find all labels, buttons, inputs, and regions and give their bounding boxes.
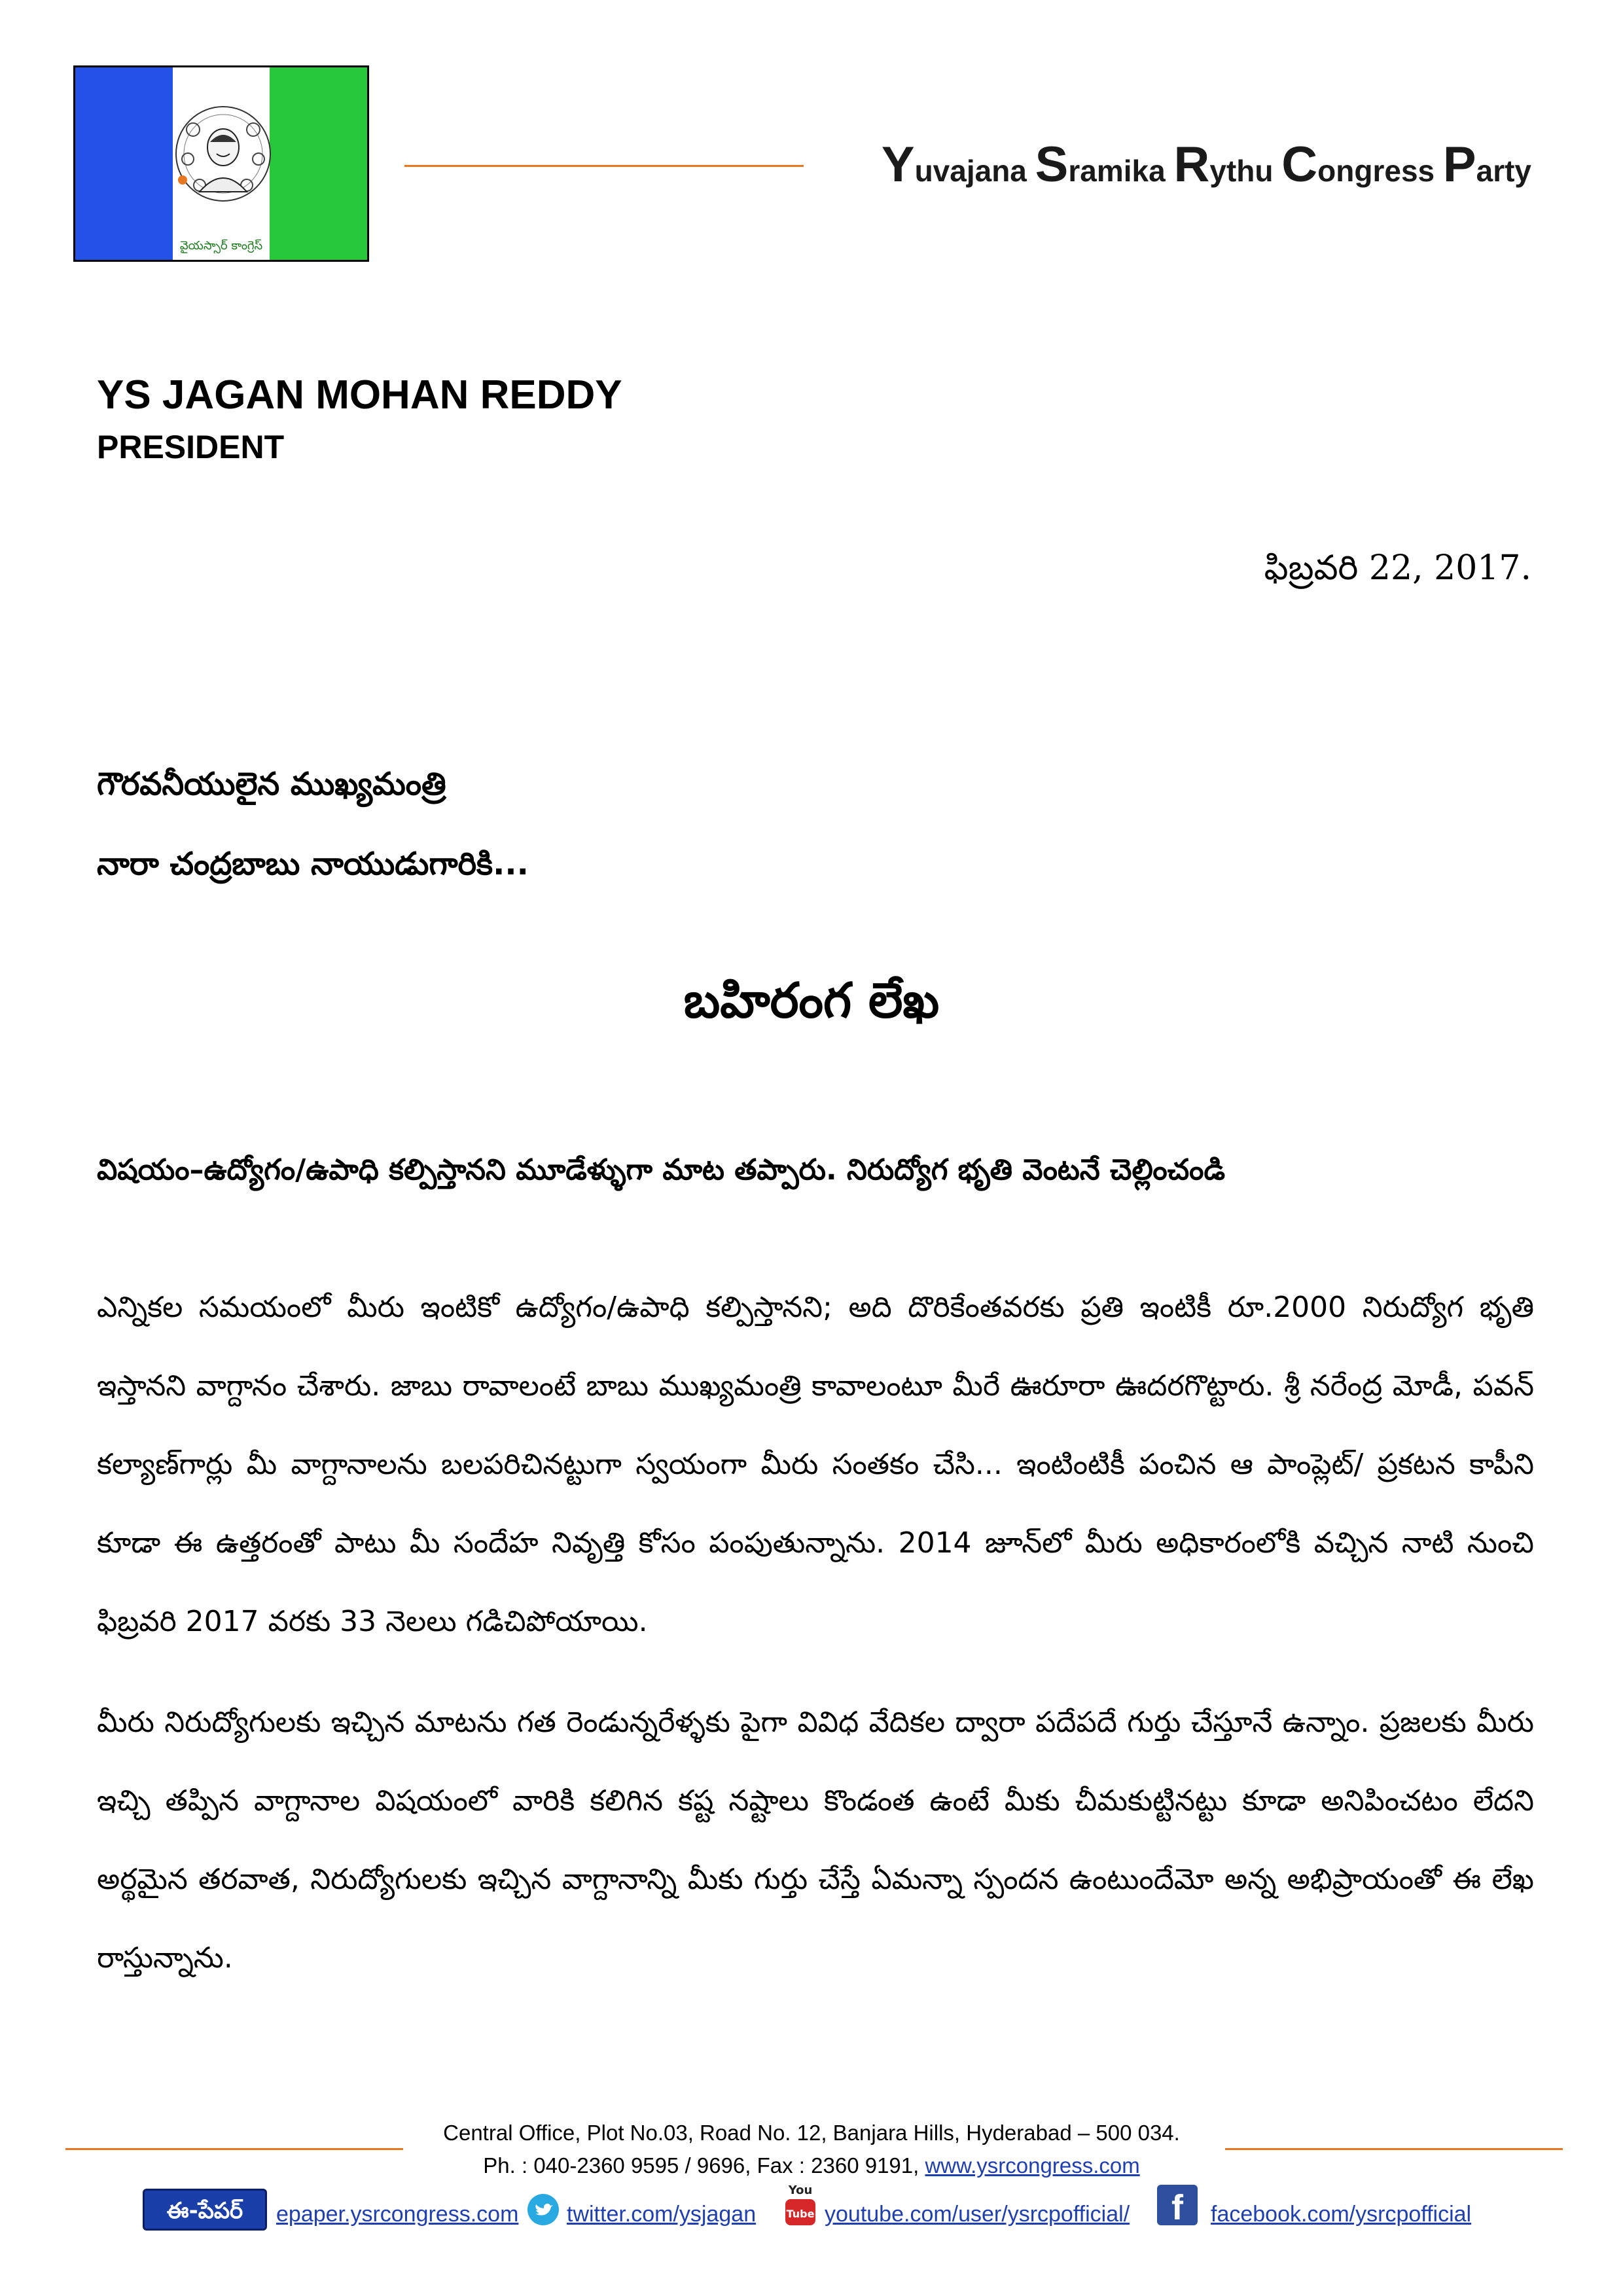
- letter-date: ఫిబ్రవరి 22, 2017.: [1264, 548, 1531, 588]
- epaper-link[interactable]: epaper.ysrcongress.com: [276, 2202, 519, 2227]
- party-word-s: ramika: [1068, 154, 1174, 188]
- party-initial-p: P: [1442, 137, 1476, 192]
- party-word-y: uvajana: [914, 154, 1035, 188]
- party-initial-y: Y: [881, 137, 915, 192]
- letter-title: బహిరంగ లేఖ: [683, 973, 940, 1029]
- logo-script-text: వైయస్సార్ కాంగ్రెస్: [179, 239, 263, 253]
- party-word-c: ongress: [1317, 154, 1443, 188]
- letter-subject: విషయం–ఉద్యోగం/ఉపాధి కల్పిస్తానని మూడేళ్ళుగా మాట తప్పారు. నిరుద్యోగ భృతి వెంటనే చెల్లించండి: [97, 1153, 1226, 1187]
- emblem-portrait-icon: [173, 94, 273, 234]
- party-word-p: arty: [1476, 154, 1531, 188]
- addressee-line-1: గౌరవనీయులైన ముఖ్యమంత్రి: [97, 766, 446, 802]
- party-initial-r: R: [1173, 137, 1210, 192]
- footer-rule-right: [1225, 2148, 1563, 2150]
- addressee-line-2: నారా చంద్రబాబు నాయుడుగారికి...: [97, 846, 529, 882]
- footer-social-links: [0, 2179, 1623, 2251]
- body-paragraph-2: మీరు నిరుద్యోగులకు ఇచ్చిన మాటను గత రెండున్నరేళ్ళకు పైగా వివిధ వేదికల ద్వారా పదేపదే గుర్తు చేస్తూనే ఉన్నాం. ప్రజలకు మీరు ఇచ్చి తప్పిన వాగ్దానాల విషయంలో వారికి కలిగిన కష్ట నష్టాలు కొండంత ఉంటే మీకు చీమకుట్టినట్టు కూడా అనిపించటం లేదని అర్థమైన తరవాత, నిరుద్యోగులకు ఇచ్చిన వాగ్దానాన్ని మీకు గుర్తు చేస్తే ఏమన్నా స్పందన ఉంటుందేమో అన్న అభిప్రాయంతో ఈ లేఖ రాస్తున్నాను.: [97, 1706, 1534, 1975]
- epaper-badge-icon[interactable]: ఈ-పేపర్: [143, 2189, 267, 2231]
- party-flag-logo: [73, 65, 369, 262]
- facebook-link[interactable]: facebook.com/ysrcpofficial: [1211, 2202, 1472, 2227]
- party-word-r: ythu: [1209, 154, 1282, 188]
- body-paragraph-1: ఎన్నికల సమయంలో మీరు ఇంటికో ఉద్యోగం/ఉపాధి కల్పిస్తానని; అది దొరికేంతవరకు ప్రతి ఇంటికీ రూ.2000 నిరుద్యోగ భృతి ఇస్తానని వాగ్దానం చేశారు. జాబు రావాలంటే బాబు ముఖ్యమంత్రి కావాలంటూ మీరే ఊరూరా ఊదరగొట్టారు. శ్రీ నరేంద్ర మోడీ, పవన్ కల్యాణ్‌గార్లు మీ వాగ్దానాలను బలపరిచినట్టుగా స్వయంగా మీరు సంతకం చేసి... ఇంటింటికీ పంచిన ఆ పాంప్లెట్/ ప్రకటన కాపీని కూడా ఈ ఉత్తరంతో పాటు మీ సందేహ నివృత్తి కోసం పంపుతున్నాను. 2014 జూన్‌లో మీరు అధికారంలోకి వచ్చిన నాటి నుంచి ఫిబ్రవరి 2017 వరకు 33 నెలలు గడిచిపోయాయి.: [97, 1291, 1534, 1638]
- twitter-bird-icon[interactable]: [527, 2194, 559, 2225]
- flag-green-stripe: [270, 67, 367, 260]
- party-initial-c: C: [1281, 137, 1318, 192]
- website-link[interactable]: www.ysrcongress.com: [925, 2153, 1140, 2178]
- footer-rule-left: [65, 2148, 403, 2150]
- office-address: Central Office, Plot No.03, Road No. 12, Banjara Hills, Hyderabad – 500 034.: [443, 2121, 1180, 2145]
- contact-line: [0, 2153, 1623, 2178]
- sender-title: PRESIDENT: [97, 429, 285, 465]
- youtube-link[interactable]: youtube.com/user/ysrcpofficial/: [825, 2202, 1130, 2227]
- party-initial-s: S: [1035, 137, 1069, 192]
- phone-fax-text: Ph. : 040-2360 9595 / 9696, Fax : 2360 9191,: [483, 2153, 925, 2178]
- sender-name: YS JAGAN MOHAN REDDY: [97, 372, 622, 418]
- youtube-icon[interactable]: [783, 2179, 818, 2232]
- party-name-heading: [818, 136, 1531, 193]
- youtube-icon-tube: Tube: [786, 2208, 815, 2220]
- header-accent-rule: [404, 165, 804, 167]
- youtube-icon-you: You: [788, 2183, 813, 2197]
- flag-blue-stripe: [75, 67, 173, 260]
- facebook-icon[interactable]: f: [1157, 2185, 1198, 2225]
- twitter-link[interactable]: twitter.com/ysjagan: [567, 2202, 757, 2227]
